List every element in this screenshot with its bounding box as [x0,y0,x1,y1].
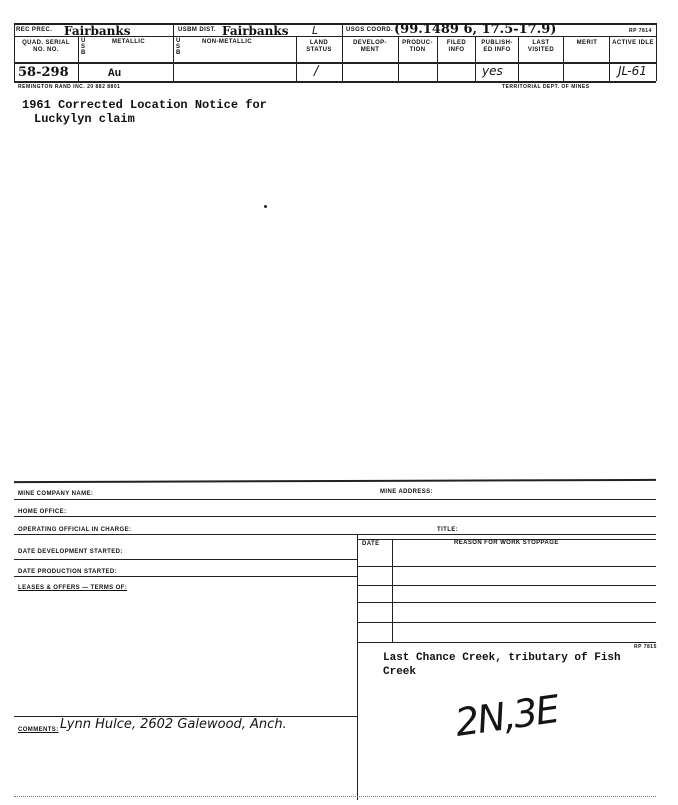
reason-column-label: REASON FOR WORK STOPPAGE [454,540,559,546]
col-filed-info: FILED INFO [446,40,467,53]
col-quad-serial: QUAD. SERIAL [22,40,70,46]
record-land-status: / [314,64,319,79]
col-non-metallic: NON-METALLIC [202,39,253,45]
comments-label: COMMENTS: [18,727,59,733]
col-usb-1: U S B [81,38,86,56]
usgs-coord-value: (99.1489 6, 17.5-17.9) [394,22,557,37]
date-column-label: DATE [362,541,380,547]
notice-line-1: 1961 Corrected Location Notice for [22,98,267,112]
date-production-label: DATE PRODUCTION STARTED: [18,569,118,575]
scan-bottom-edge [14,796,656,797]
comments-value: Lynn Hulce, 2602 Galewood, Anch. [60,717,287,732]
rec-prec-value: Fairbanks [64,24,131,38]
usgs-coord-label: USGS COORD. [346,27,394,33]
usbm-dist-value: Fairbanks [222,24,289,38]
col-last-visited: LAST VISITED [527,40,555,53]
notice-line-2: Luckylyn claim [34,112,135,126]
handwritten-township: 2N,3E [452,687,561,745]
printer-imprint: REMINGTON RAND INC. 20 882 8801 [18,84,121,90]
mine-address-label: MINE ADDRESS: [380,489,433,495]
home-office-label: HOME OFFICE: [18,509,67,515]
location-line-1: Last Chance Creek, tributary of Fish [383,652,621,664]
col-active-idle: ACTIVE IDLE [612,40,654,46]
header-form-code: RP 7814 [629,28,652,34]
location-line-2: Creek [383,666,417,678]
col-metallic: METALLIC [112,39,146,45]
col-published-info: PUBLISH-ED INFO [481,40,513,53]
lower-form-code: RP 7815 [634,644,657,650]
date-development-label: DATE DEVELOPMENT STARTED: [18,549,123,555]
col-usb-2: U S B [176,38,181,56]
top-hand-mark: L [312,24,319,37]
rec-prec-label: REC PREC. [16,27,53,33]
scan-speck [264,205,267,208]
title-label: TITLE: [437,527,459,533]
leases-label: LEASES & OFFERS — TERMS OF: [18,585,128,591]
operating-official-label: OPERATING OFFICIAL IN CHARGE: [18,527,132,533]
col-no-no: NO. NO. [33,47,59,53]
record-published: yes [482,64,503,78]
record-active: JL-61 [618,64,647,78]
col-merit: MERIT [576,40,598,46]
record-metallic: Au [108,68,122,80]
usbm-dist-label: USBM DIST. [178,27,217,33]
col-land-status: LAND STATUS [306,40,332,53]
mine-company-label: MINE COMPANY NAME: [18,491,94,497]
col-production: PRODUC-TION [402,40,433,53]
col-development: DEVELOP-MENT [353,40,387,53]
record-quad-serial: 58-298 [18,65,69,80]
department-imprint: TERRITORIAL DEPT. OF MINES [502,84,590,90]
